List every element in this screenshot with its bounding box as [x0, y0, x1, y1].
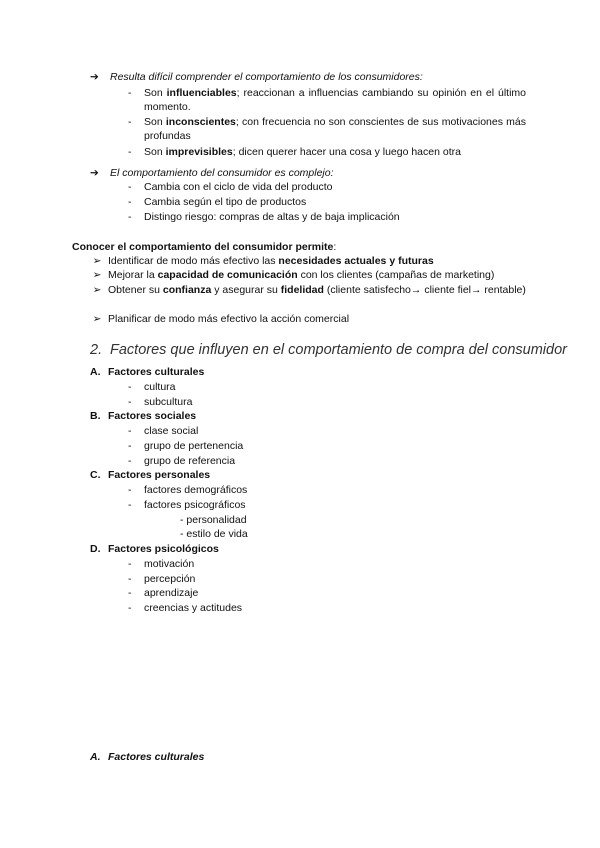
- item-text: Mejorar la: [108, 269, 158, 281]
- list-item: aprendizaje: [144, 587, 199, 599]
- group-letter: B.: [90, 410, 101, 422]
- item-text: Identificar de modo más efectivo las: [108, 255, 279, 267]
- dash-bullet: -: [128, 425, 132, 437]
- dash-bullet: -: [128, 396, 132, 408]
- arrowhead-bullet-icon: ➢: [92, 284, 102, 296]
- item-bold: capacidad de comunicación: [157, 269, 298, 281]
- arrowhead-bullet-icon: ➢: [92, 255, 102, 267]
- group-title: Factores psicológicos: [108, 543, 219, 555]
- section-title: Factores que influyen en el comportamiento de compra del consumidor: [110, 342, 567, 358]
- item-bold: imprevisibles: [165, 146, 233, 158]
- section2-heading: El comportamiento del consumidor es complejo:: [110, 167, 334, 179]
- group-title: Factores sociales: [108, 410, 197, 422]
- arrowhead-bullet-icon: ➢: [92, 313, 102, 325]
- arrowhead-bullet-icon: ➢: [92, 269, 102, 281]
- list-item: creencias y actitudes: [144, 602, 243, 614]
- dash-bullet: -: [128, 499, 132, 511]
- list-item: percepción: [144, 573, 196, 585]
- item-bold: confianza: [162, 284, 212, 296]
- list-item: [108, 254, 434, 268]
- list-item: grupo de referencia: [144, 455, 236, 467]
- dash-bullet: -: [128, 440, 132, 452]
- sub-list-item: - estilo de vida: [180, 528, 248, 540]
- item-text: con los clientes (campañas de marketing): [297, 269, 495, 281]
- item-text: (cliente satisfecho→ cliente fiel→ rentable): [323, 284, 526, 296]
- footer-letter: A.: [90, 751, 101, 763]
- list-item: Cambia con el ciclo de vida del producto: [144, 181, 333, 193]
- item-bold: inconscientes: [165, 116, 236, 128]
- section1-heading: Resulta difícil comprender el comportamiento de los consumidores:: [110, 71, 423, 83]
- section-number: 2.: [90, 342, 103, 358]
- arrow-bullet-icon: ➔: [90, 71, 99, 83]
- list-item: factores demográficos: [144, 484, 248, 496]
- group-title: Factores culturales: [108, 366, 205, 378]
- list-item: [144, 115, 526, 143]
- item-text: ; reaccionan a influencias cambiando su opinión en el último momento.: [144, 87, 526, 113]
- arrow-bullet-icon: ➔: [90, 167, 99, 179]
- list-item: clase social: [144, 425, 199, 437]
- dash-bullet: -: [128, 87, 132, 99]
- dash-bullet: -: [128, 211, 132, 223]
- item-text: y asegurar su: [211, 284, 281, 296]
- item-text: ; con frecuencia no son conscientes de sus motivaciones más profundas: [144, 116, 526, 142]
- list-item: grupo de pertenencia: [144, 440, 244, 452]
- list-item: subcultura: [144, 396, 193, 408]
- sub-list-item: - personalidad: [180, 514, 247, 526]
- footer-title: Factores culturales: [108, 751, 205, 763]
- dash-bullet: -: [128, 587, 132, 599]
- group-letter: A.: [90, 366, 101, 378]
- dash-bullet: -: [128, 484, 132, 496]
- list-item: [108, 268, 494, 282]
- heading-colon: :: [333, 241, 337, 253]
- dash-bullet: -: [128, 602, 132, 614]
- item-text: Son: [144, 146, 166, 158]
- list-item: Planificar de modo más efectivo la acción comercial: [108, 313, 350, 325]
- item-text: Obtener su: [108, 284, 163, 296]
- dash-bullet: -: [128, 196, 132, 208]
- conocer-heading: [72, 240, 336, 254]
- dash-bullet: -: [128, 146, 132, 158]
- item-bold: influenciables: [166, 87, 237, 99]
- list-item: cultura: [144, 381, 176, 393]
- dash-bullet: -: [128, 573, 132, 585]
- dash-bullet: -: [128, 381, 132, 393]
- item-text: ; dicen querer hacer una cosa y luego hacen otra: [232, 146, 461, 158]
- list-item: [108, 283, 526, 297]
- item-bold: fidelidad: [280, 284, 324, 296]
- dash-bullet: -: [128, 116, 132, 128]
- item-bold: necesidades actuales y futuras: [278, 255, 434, 267]
- group-letter: D.: [90, 543, 101, 555]
- list-item: [144, 145, 461, 159]
- heading-bold: Conocer el comportamiento del consumidor permite: [72, 241, 334, 253]
- item-text: Son: [144, 87, 167, 99]
- list-item: factores psicográficos: [144, 499, 246, 511]
- group-title: Factores personales: [108, 469, 211, 481]
- list-item: [144, 86, 526, 114]
- list-item: motivación: [144, 558, 195, 570]
- item-text: Son: [144, 116, 166, 128]
- dash-bullet: -: [128, 455, 132, 467]
- group-letter: C.: [90, 469, 101, 481]
- dash-bullet: -: [128, 181, 132, 193]
- list-item: Distingo riesgo: compras de altas y de baja implicación: [144, 211, 400, 223]
- list-item: Cambia según el tipo de productos: [144, 196, 307, 208]
- dash-bullet: -: [128, 558, 132, 570]
